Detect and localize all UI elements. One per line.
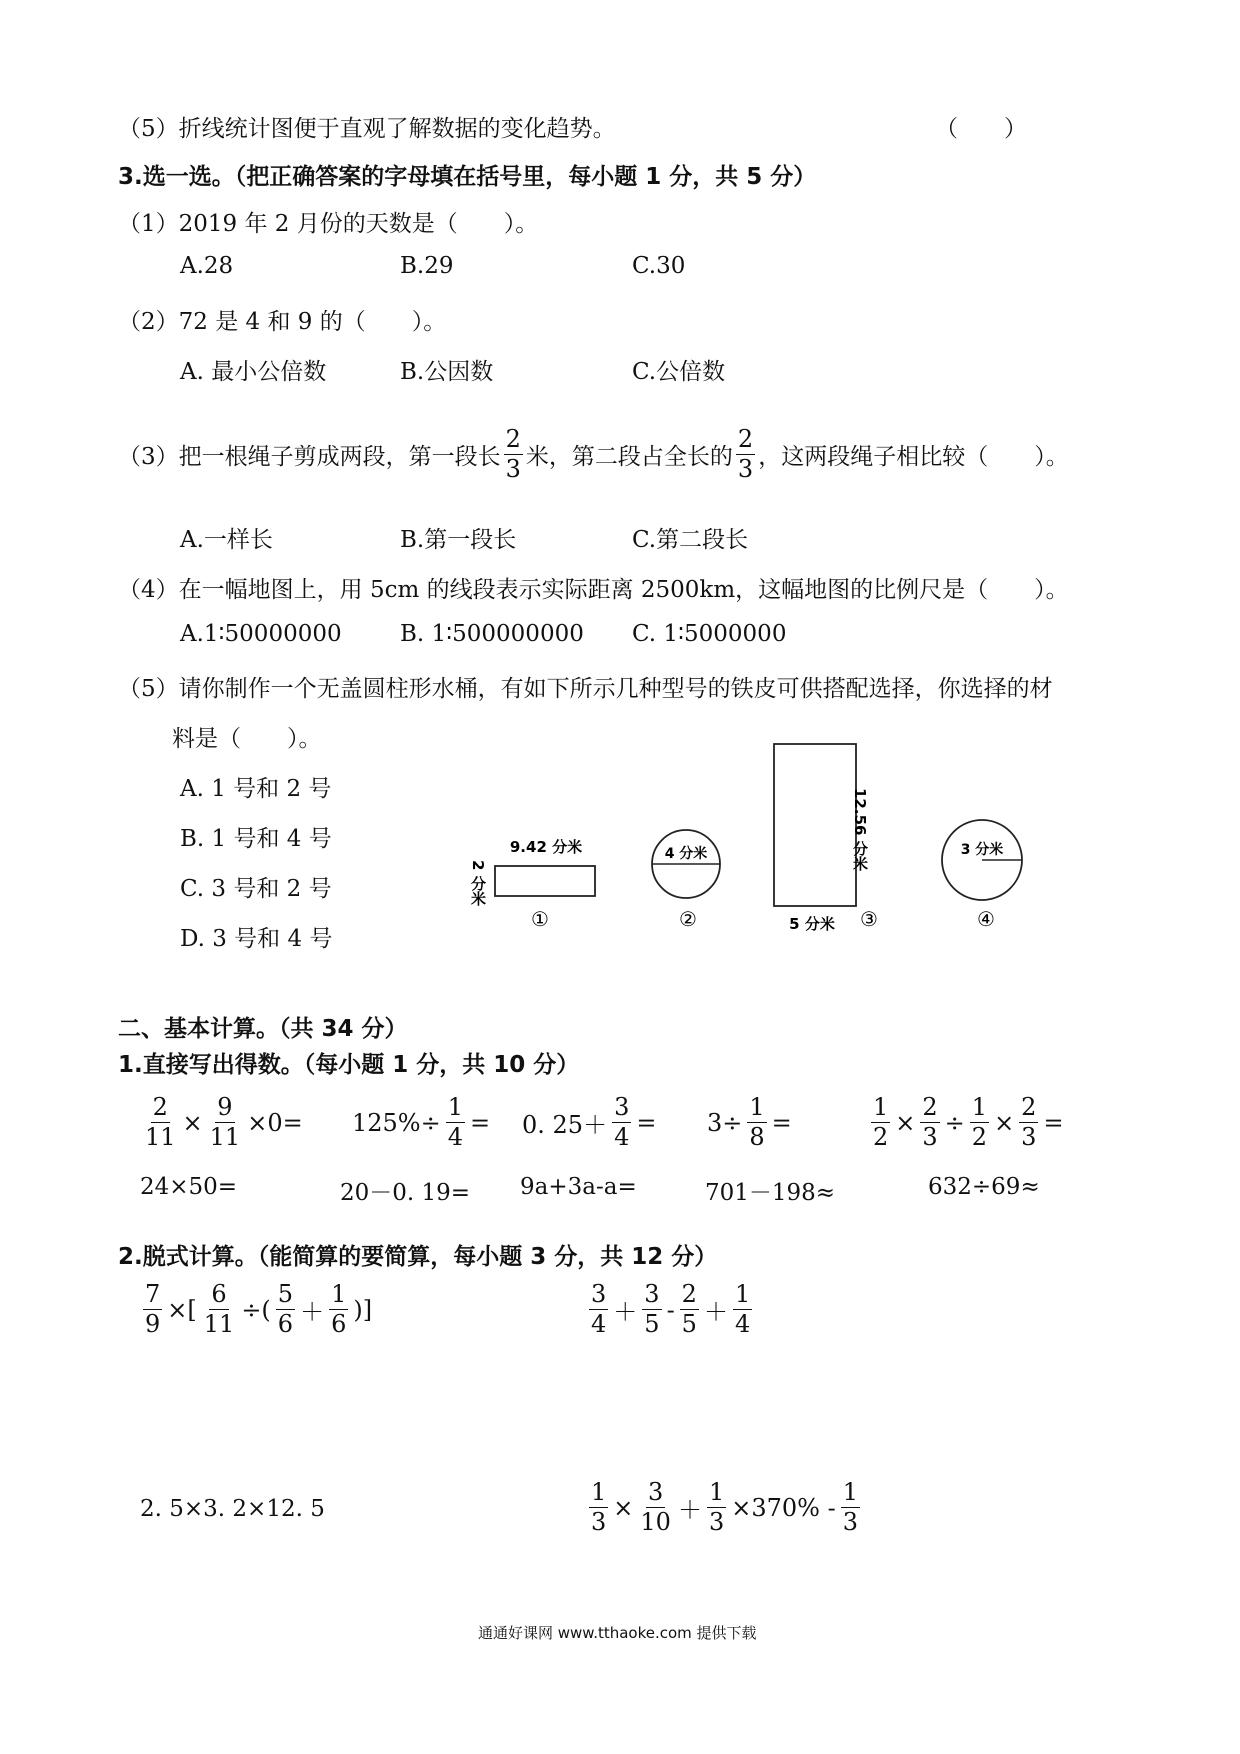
fraction: $\frac{5}{6}$ (277, 1280, 294, 1339)
operator: - (666, 1295, 675, 1324)
step-calc-2 (586, 1282, 755, 1337)
fraction: $\frac{3}{10}$ (640, 1478, 671, 1537)
step-calc-3: 2. 5×3. 2×12. 5 (140, 1496, 325, 1522)
operator: = (771, 1108, 792, 1137)
sheet-figures (460, 740, 1060, 950)
step-calc-1 (140, 1282, 374, 1337)
fraction: $\frac{1}{4}$ (447, 1093, 464, 1152)
q3-part3: ，这两段绳子相比较（ ）。 (758, 444, 1069, 471)
fraction: $\frac{2}{3}$ (922, 1093, 938, 1152)
choose-q2-stem: （2）72 是 4 和 9 的（ ）。 (118, 309, 447, 335)
choose-q5-option-d[interactable]: D. 3 号和 4 号 (180, 926, 333, 952)
choose-section-title: 3.选一选。（把正确答案的字母填在括号里，每小题 1 分，共 5 分） (118, 164, 817, 190)
direct-calc-9: 701－198≈ (705, 1180, 836, 1206)
sheet-3-label: ③ (860, 907, 878, 931)
choose-q1-option-b[interactable]: B.29 (400, 253, 454, 279)
choose-q1-option-c[interactable]: C.30 (632, 253, 686, 279)
operator: ÷( (241, 1295, 271, 1324)
operator: 0. 25＋ (522, 1111, 608, 1140)
choose-q2-option-b[interactable]: B.公因数 (400, 359, 494, 385)
q3-part1: （3）把一根绳子剪成两段，第一段长 (118, 444, 501, 471)
operator: 125%÷ (352, 1108, 441, 1137)
operator: = (636, 1108, 657, 1137)
rect1-width-label: 9.42 分米 (509, 838, 583, 856)
choose-q1-option-a[interactable]: A.28 (180, 253, 234, 279)
fraction: $\frac{3}{4}$ (591, 1280, 607, 1339)
choose-q5-stem-line1: （5）请你制作一个无盖圆柱形水桶，有如下所示几种型号的铁皮可供搭配选择，你选择的材 (118, 676, 1053, 702)
direct-calc-8: 9a+3a-a= (520, 1174, 637, 1200)
direct-calc-2 (350, 1095, 492, 1150)
footer-source: 通通好课网 www.tthaoke.com 提供下载 (478, 1624, 757, 1642)
operator: )] (353, 1295, 373, 1324)
choose-q5-option-c[interactable]: C. 3 号和 2 号 (180, 876, 332, 902)
direct-calc-7: 20－0. 19= (340, 1180, 471, 1206)
choose-q4-option-a[interactable]: A.1∶50000000 (180, 621, 342, 647)
fraction: $\frac{1}{3}$ (591, 1478, 607, 1537)
sheet-4-label: ④ (977, 907, 995, 931)
sheet-2-label: ② (679, 907, 697, 931)
step-calc-title: 2.脱式计算。（能简算的要简算，每小题 3 分，共 12 分） (118, 1244, 718, 1270)
step-calc-4 (586, 1480, 863, 1535)
fraction: $\frac{1}{4}$ (734, 1280, 751, 1339)
circle4-radius-label: 3 分米 (960, 842, 1004, 858)
operator: × (182, 1108, 203, 1137)
fraction: $\frac{2}{11}$ (145, 1093, 176, 1152)
sheet-3-rectangle (774, 744, 856, 906)
direct-calc-10: 632÷69≈ (928, 1174, 1040, 1200)
operator: ÷ (944, 1108, 965, 1137)
direct-calc-title: 1.直接写出得数。（每小题 1 分，共 10 分） (118, 1052, 580, 1078)
choose-q1-stem: （1）2019 年 2 月份的天数是（ ）。 (118, 211, 539, 237)
choose-q3-stem (118, 427, 1069, 482)
choose-q3-option-b[interactable]: B.第一段长 (400, 527, 517, 553)
choose-q2-option-a[interactable]: A. 最小公倍数 (180, 359, 327, 385)
direct-calc-5 (868, 1095, 1066, 1150)
operator: = (1043, 1108, 1064, 1137)
sheet-1-label: ① (531, 907, 549, 931)
operator: × (895, 1108, 916, 1137)
fraction: $\frac{2}{5}$ (681, 1280, 697, 1339)
operator: ＋ (613, 1298, 638, 1327)
operator: ＋ (300, 1298, 325, 1327)
fraction: $\frac{7}{9}$ (145, 1280, 161, 1339)
fraction: $\frac{1}{8}$ (749, 1093, 765, 1152)
operator: ×0= (247, 1108, 303, 1137)
rect3-width-label: 5 分米 (789, 915, 835, 933)
operator: ×370% - (731, 1493, 836, 1522)
fraction: $\frac{6}{11}$ (203, 1280, 235, 1339)
calc-section-title: 二、基本计算。（共 34 分） (118, 1016, 408, 1042)
fraction: $\frac{1}{2}$ (971, 1093, 988, 1152)
choose-q2-option-c[interactable]: C.公倍数 (632, 359, 726, 385)
choose-q3-option-c[interactable]: C.第二段长 (632, 527, 749, 553)
fraction: $\frac{1}{2}$ (873, 1093, 889, 1152)
operator: ×[ (167, 1295, 197, 1324)
direct-calc-3 (520, 1095, 658, 1150)
direct-calc-6: 24×50= (140, 1174, 238, 1200)
operator: × (613, 1493, 634, 1522)
sheet-1-rectangle (495, 866, 595, 896)
fraction: $\frac{3}{5}$ (644, 1280, 660, 1339)
choose-q3-option-a[interactable]: A.一样长 (180, 527, 273, 553)
direct-calc-4 (705, 1095, 794, 1150)
q3-part2: 米，第二段占全长的 (525, 444, 733, 471)
choose-q4-option-b[interactable]: B. 1∶500000000 (400, 621, 584, 647)
direct-calc-1 (140, 1095, 305, 1150)
fraction: $\frac{3}{4}$ (614, 1093, 630, 1152)
choose-q5-option-a[interactable]: A. 1 号和 2 号 (180, 776, 332, 802)
operator: 3÷ (707, 1108, 743, 1137)
fraction: $\frac{2}{3}$ (737, 425, 754, 484)
choose-q4-option-c[interactable]: C. 1∶5000000 (632, 621, 787, 647)
operator: = (470, 1108, 491, 1137)
judge-q5-answer-blank[interactable]: （ ） (935, 116, 1027, 142)
fraction: $\frac{1}{6}$ (331, 1280, 347, 1339)
fraction: $\frac{2}{3}$ (505, 425, 521, 484)
operator: ＋ (677, 1496, 702, 1525)
fraction: $\frac{1}{3}$ (842, 1478, 858, 1537)
operator: × (994, 1108, 1015, 1137)
rect3-height-label: 12.56 分米 (851, 788, 869, 871)
fraction: $\frac{2}{3}$ (1021, 1093, 1037, 1152)
circle2-diameter-label: 4 分米 (664, 846, 708, 862)
choose-q5-stem-line2: 料是（ ）。 (172, 726, 322, 752)
operator: ＋ (703, 1298, 728, 1327)
judge-q5-text: （5）折线统计图便于直观了解数据的变化趋势。 (118, 116, 616, 142)
rect1-height-label: 2 分米 (469, 860, 487, 906)
fraction: $\frac{1}{3}$ (708, 1478, 725, 1537)
choose-q4-stem: （4）在一幅地图上，用 5cm 的线段表示实际距离 2500km，这幅地图的比例尺是（ ）。 (118, 577, 1069, 603)
choose-q5-option-b[interactable]: B. 1 号和 4 号 (180, 826, 332, 852)
fraction: $\frac{9}{11}$ (209, 1093, 241, 1152)
